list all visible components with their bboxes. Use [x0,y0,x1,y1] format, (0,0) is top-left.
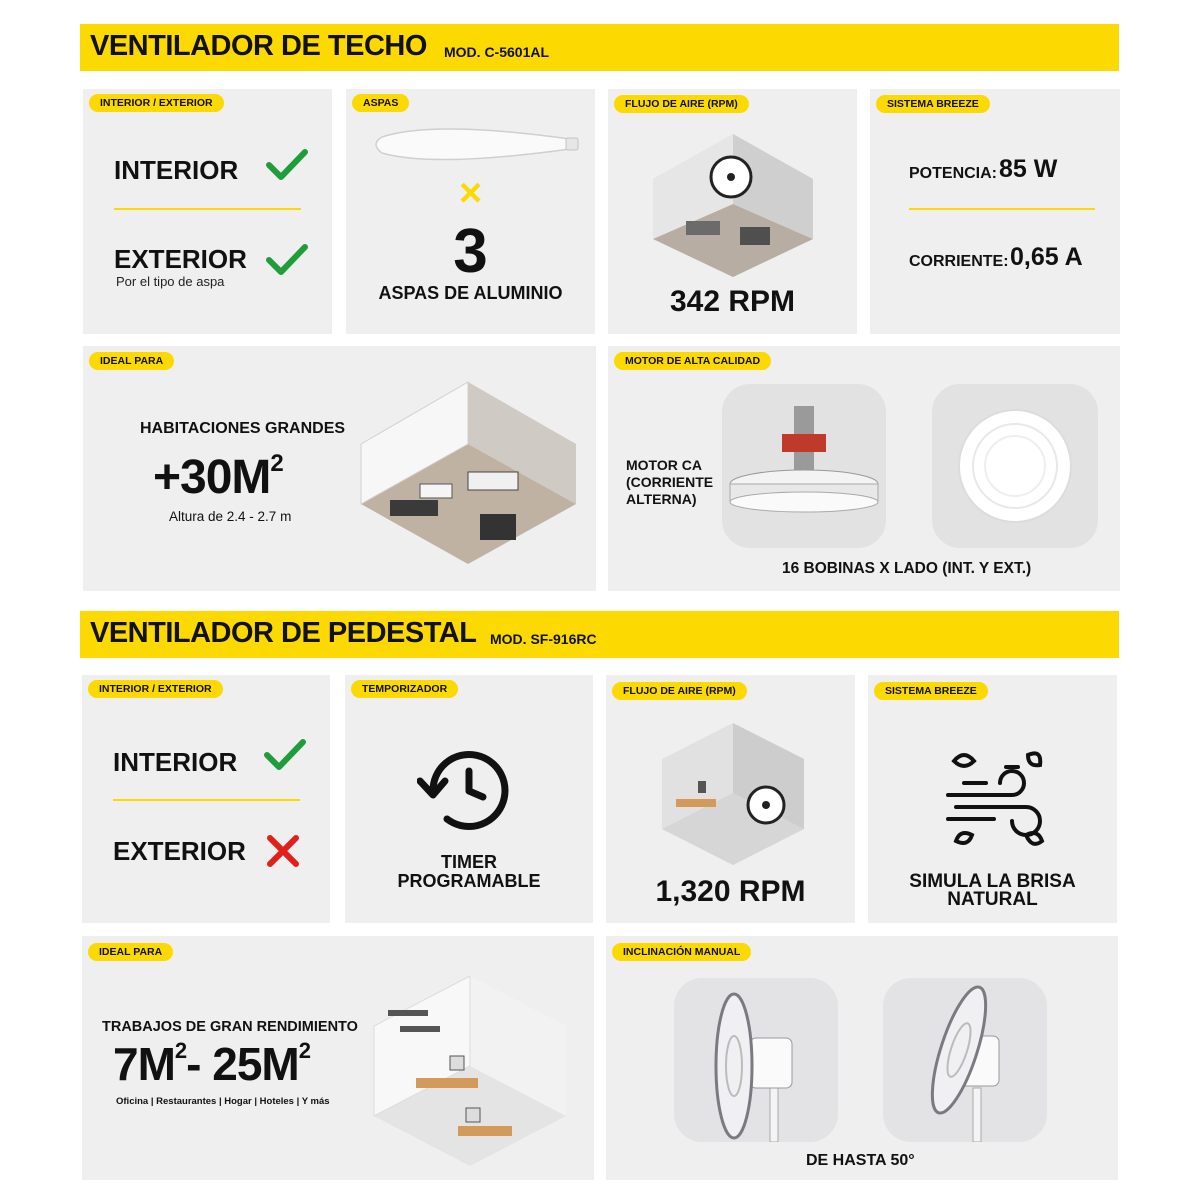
motor-type-line2: (CORRIENTE [626,474,714,490]
ceiling-interior-exterior-card [83,89,332,334]
breeze-line1: SIMULA LA BRISA [909,871,1076,892]
blade-count: 3 [453,217,488,286]
timer-line1: TIMER [441,852,497,872]
motor-front-image [722,384,886,548]
ceiling-banner [80,24,1119,71]
pedestal-ideal-badge: IDEAL PARA [88,943,173,961]
ceiling-title: VENTILADOR DE TECHO [90,30,427,62]
pedestal-area-max: 25M [212,1038,299,1090]
wind-leaves-icon [942,745,1052,855]
pedestal-rpm-value: 1,320 RPM [655,875,806,908]
ceiling-exterior-label: EXTERIOR [114,244,247,274]
pedestal-timer-badge: TEMPORIZADOR [351,680,458,698]
ceiling-breeze-badge: SISTEMA BREEZE [876,95,990,113]
pedestal-interior-label: INTERIOR [113,747,238,777]
pedestal-area-range [113,1037,310,1091]
pedestal-tilt-badge: INCLINACIÓN MANUAL [612,943,751,961]
ceiling-ideal-badge: IDEAL PARA [89,352,174,370]
motor-coils: 16 BOBINAS X LADO (INT. Y EXT.) [782,560,1032,577]
power-label: POTENCIA: [909,165,997,182]
pedestal-airflow-card [606,675,855,923]
pedestal-airflow-badge: FLUJO DE AIRE (RPM) [612,682,747,700]
ceiling-airflow-card [608,89,857,334]
power-value: 85 W [999,155,1058,183]
check-icon [265,242,309,278]
pedestal-exterior-label: EXTERIOR [113,836,246,866]
ceiling-airflow-badge: FLUJO DE AIRE (RPM) [614,95,749,113]
ceiling-interior-exterior-badge: INTERIOR / EXTERIOR [89,94,224,112]
pedestal-interior-exterior-card [82,675,330,923]
pedestal-area-min: 7M [113,1038,175,1090]
ceiling-model: MOD. C-5601AL [444,44,550,60]
pedestal-places: Oficina | Restaurantes | Hogar | Hoteles | Y más [116,1096,330,1107]
ceiling-ie-divider [114,208,301,210]
blade-material: ASPAS DE ALUMINIO [378,283,563,303]
pedestal-area-max-exp: 2 [298,1038,310,1063]
room-with-fan-illustration [648,129,818,279]
pedestal-area-min-exp: 2 [174,1038,187,1063]
ceiling-blades-card [346,89,595,334]
blade-image [370,119,580,169]
motor-type [626,457,713,508]
pedestal-timer-card [345,675,593,923]
ceiling-interior-label: INTERIOR [114,155,239,185]
motor-bottom-image [932,384,1098,548]
pedestal-breeze-card [868,675,1117,923]
office-illustration [370,966,570,1171]
pedestal-ie-divider [113,799,300,801]
pedestal-ideal-heading: TRABAJOS DE GRAN RENDIMIENTO [102,1019,358,1035]
fan-tilt-down-image [883,978,1047,1142]
ceiling-height-note: Altura de 2.4 - 2.7 m [169,509,292,524]
office-with-fan-illustration [658,719,808,869]
living-room-illustration [358,374,578,569]
check-icon [263,737,307,773]
motor-type-line1: MOTOR CA [626,457,702,473]
ceiling-ideal-heading: HABITACIONES GRANDES [140,420,346,437]
pedestal-breeze-badge: SISTEMA BREEZE [874,682,988,700]
current-label: CORRIENTE: [909,253,1009,270]
ceiling-exterior-note: Por el tipo de aspa [116,274,225,289]
ceiling-breeze-card [870,89,1120,334]
pedestal-model: MOD. SF-916RC [490,631,597,647]
fan-tilt-up-image [674,978,838,1142]
ceiling-motor-badge: MOTOR DE ALTA CALIDAD [614,352,771,370]
timer-line2: PROGRAMABLE [397,871,541,891]
pedestal-banner [80,611,1119,658]
ceiling-ideal-card [83,346,596,591]
ceiling-breeze-divider [909,208,1095,210]
pedestal-interior-exterior-badge: INTERIOR / EXTERIOR [88,680,223,698]
tilt-angle: DE HASTA 50° [806,1152,915,1169]
ceiling-area [153,450,283,505]
check-icon [265,147,309,183]
clock-history-icon [417,745,513,835]
ceiling-blades-badge: ASPAS [352,94,409,112]
multiply-icon: × [458,171,483,215]
breeze-line2: NATURAL [947,889,1038,910]
ceiling-rpm-value: 342 RPM [669,285,796,318]
ceiling-motor-card [608,346,1120,591]
ceiling-area-value: +30M [153,451,271,504]
pedestal-title: VENTILADOR DE PEDESTAL [90,617,477,649]
pedestal-ideal-card [82,936,594,1180]
pedestal-tilt-card [606,936,1118,1180]
motor-type-line3: ALTERNA) [626,491,697,507]
ceiling-area-exp: 2 [270,450,283,477]
cross-icon [265,834,301,868]
current-value: 0,65 A [1010,243,1083,271]
pedestal-area-sep: - [186,1038,213,1090]
